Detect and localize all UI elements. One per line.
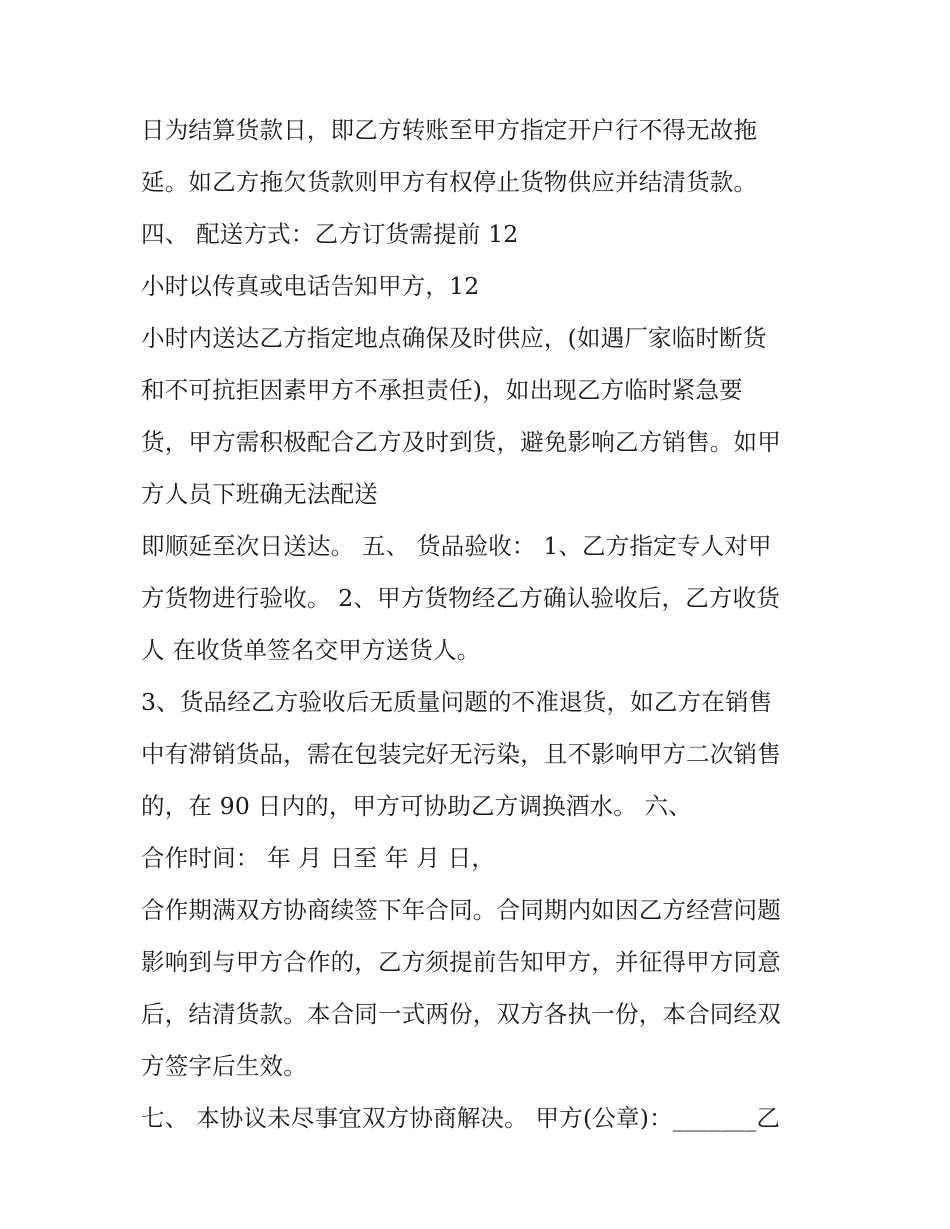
text-line: 的，在 90 日内的，甲方可协助乙方调换酒水。 六、 (141, 792, 693, 820)
text-line: 方货物进行验收。 2、甲方货物经乙方确认验收后，乙方收货 (141, 584, 781, 612)
text-line: 合作期满双方协商续签下年合同。合同期内如因乙方经营问题 (141, 896, 781, 924)
text-line: 日为结算货款日，即乙方转账至甲方指定开户行不得无故拖 (141, 116, 758, 144)
text-line: 和不可抗拒因素甲方不承担责任)，如出现乙方临时紧急要 (141, 376, 743, 404)
text-line: 七、 本协议未尽事宜双方协商解决。 甲方(公章)：_______乙 (141, 1104, 781, 1132)
text-line: 延。如乙方拖欠货款则甲方有权停止货物供应并结清货款。 (141, 168, 758, 196)
text-line: 合作时间： 年 月 日至 年 月 日， (141, 844, 496, 872)
text-line: 影响到与甲方合作的，乙方须提前告知甲方，并征得甲方同意 (141, 948, 781, 976)
text-line: 3、货品经乙方验收后无质量问题的不准退货，如乙方在销售 (141, 688, 773, 716)
contract-body (141, 104, 821, 1144)
text-line: 方签字后生效。 (141, 1052, 307, 1080)
text-line: 货，甲方需积极配合乙方及时到货，避免影响乙方销售。如甲 (141, 428, 781, 456)
text-line: 中有滞销货品，需在包装完好无污染，且不影响甲方二次销售 (141, 740, 781, 768)
text-line: 后，结清货款。本合同一式两份，双方各执一份，本合同经双 (141, 1000, 781, 1028)
text-line: 方人员下班确无法配送 (141, 480, 378, 508)
text-line: 小时以传真或电话告知甲方，12 (141, 272, 480, 300)
text-line: 人 在收货单签名交甲方送货人。 (141, 636, 481, 664)
text-line: 四、 配送方式：乙方订货需提前 12 (141, 220, 519, 248)
text-line: 小时内送达乙方指定地点确保及时供应，(如遇厂家临时断货 (141, 324, 767, 352)
text-line: 即顺延至次日送达。 五、 货品验收： 1、乙方指定专人对甲 (141, 532, 772, 560)
